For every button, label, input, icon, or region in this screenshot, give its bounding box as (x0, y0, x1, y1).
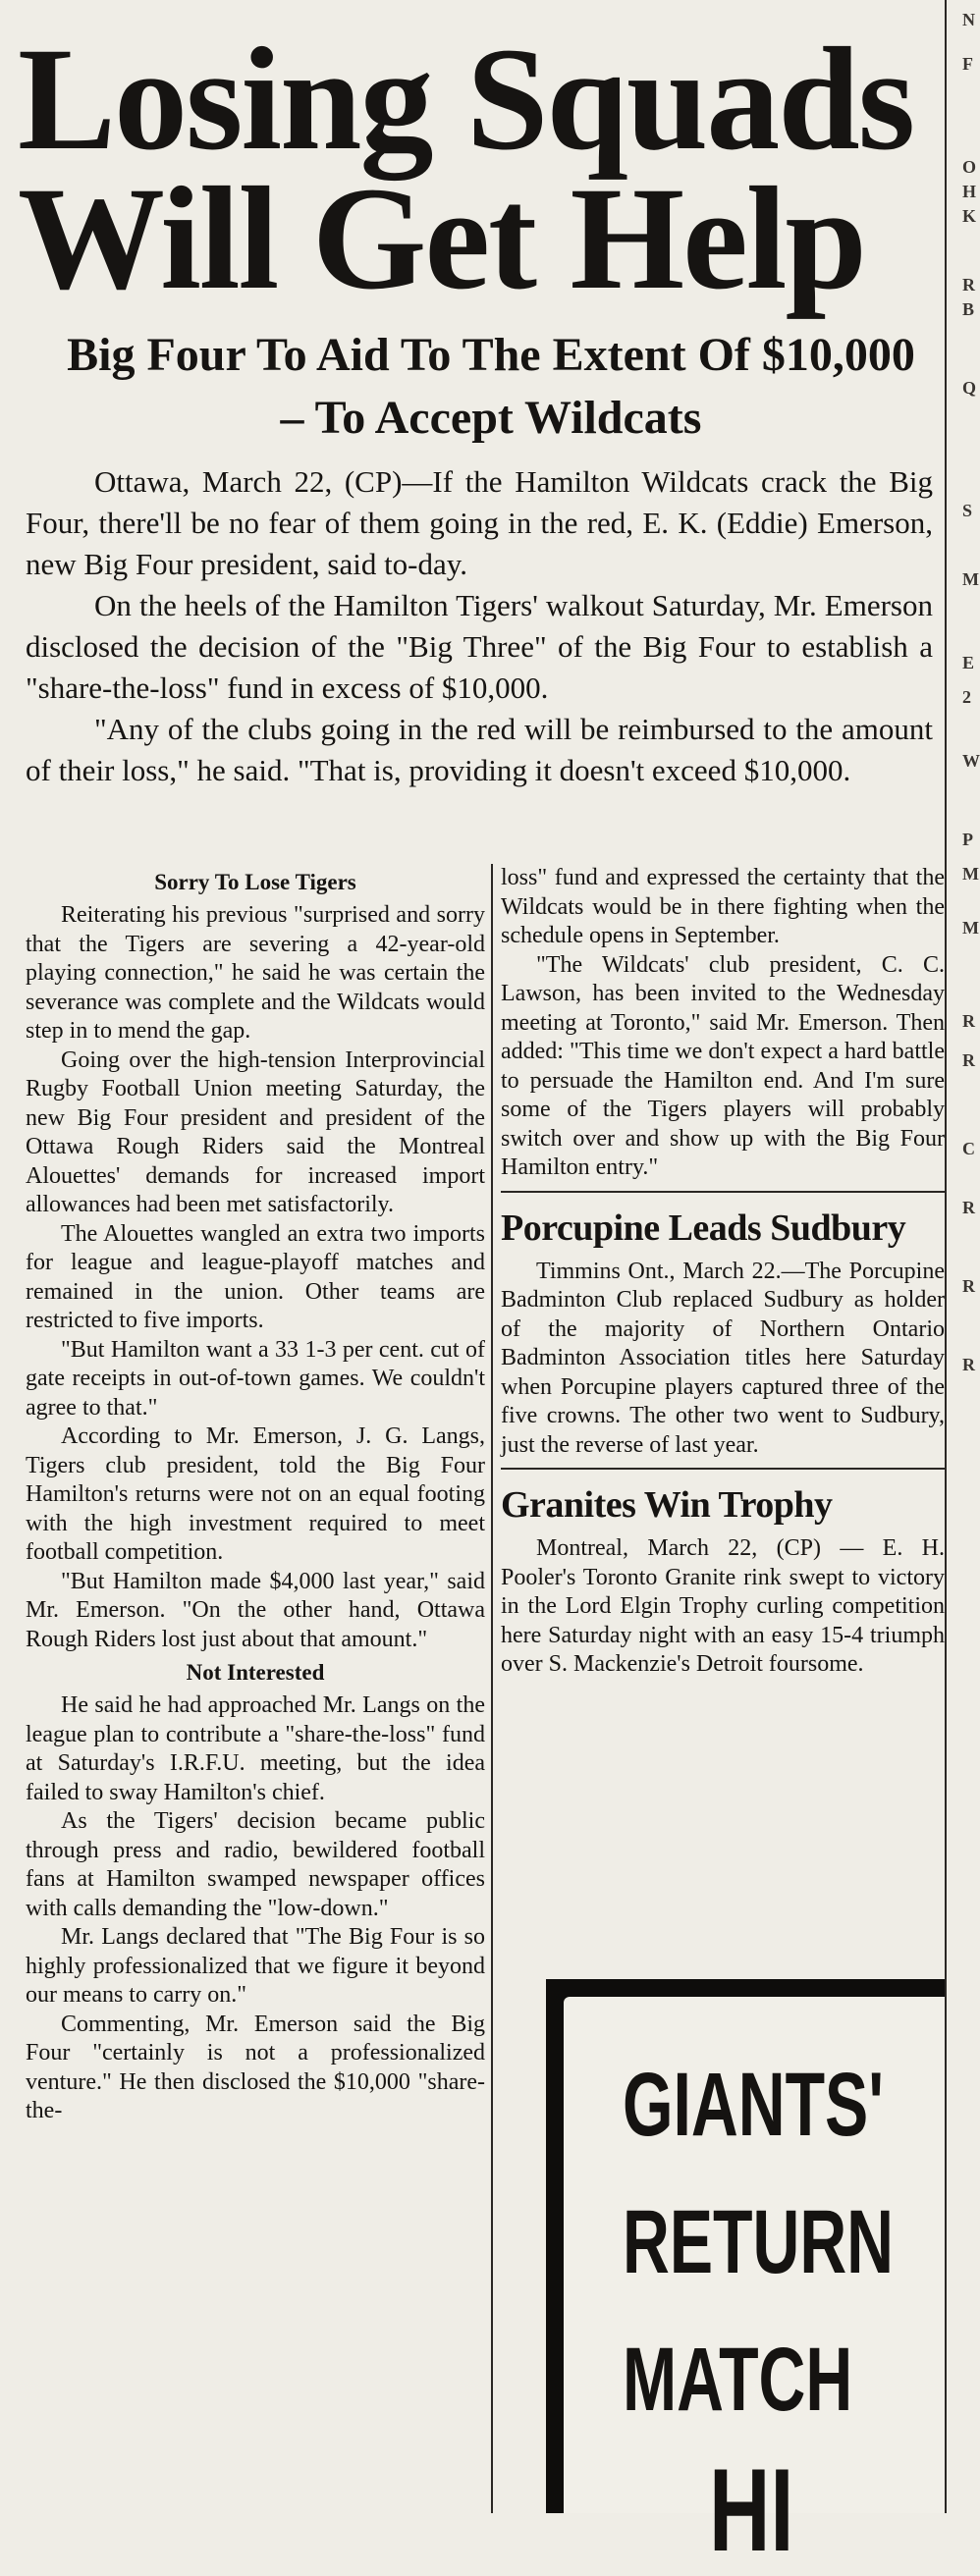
adjacent-column-letter: R (962, 1276, 975, 1296)
adjacent-column-letter: F (962, 54, 973, 74)
adjacent-column-letter: H (962, 182, 977, 201)
divider-rule (501, 1191, 945, 1193)
adjacent-column-letter: Q (962, 378, 977, 398)
article-paragraph: "But Hamilton made $4,000 last year," said Mr. Emerson. "On the other hand, Ottawa Rough Riders lost just about that amount." (26, 1568, 485, 1652)
adjacent-column-letter: R (962, 1011, 975, 1031)
article-paragraph: Going over the high-tension Interprovincial Rugby Football Union meeting Saturday, the new Big Four president and president of the Ottawa Rough Riders said the Montreal Alouettes' demands for increased import allowances had been met satisfactorily. (26, 1046, 485, 1217)
adjacent-column-letter: M (962, 864, 979, 884)
brief-paragraph: Montreal, March 22, (CP) — E. H. Pooler's Toronto Granite rink swept to victory in the Lord Elgin Trophy curling competition here Saturday night with an easy 15-4 triumph over S. Mackenzie's Detroit foursome. (501, 1535, 945, 1677)
ad-text-line: MATCH (623, 2330, 853, 2430)
article-paragraph: Commenting, Mr. Emerson said the Big Four "certainly is not a professionalized venture." He then disclosed the $10,000 "share-the- (26, 2011, 485, 2123)
adjacent-column-letter: R (962, 1198, 975, 1217)
ad-text-line: GIANTS' (623, 2055, 884, 2155)
adjacent-column-letter: O (962, 157, 977, 177)
article-paragraph: According to Mr. Emerson, J. G. Langs, Tigers club president, told the Big Four Hamilton's returns were not on an equal footing with the high investment required to meet football competition. (26, 1423, 485, 1565)
adjacent-column-letter: W (962, 751, 980, 771)
column-divider (491, 864, 493, 2513)
brief-headline: Porcupine Leads Sudbury (501, 1207, 906, 1249)
ad-text-line: RETURN (623, 2192, 894, 2292)
article-paragraph: loss" fund and expressed the certainty that the Wildcats would be in there fighting when the schedule opens in September. (501, 865, 945, 948)
adjacent-column-letter: P (962, 830, 973, 849)
divider-rule (501, 1468, 945, 1470)
brief-paragraph: Timmins Ont., March 22.—The Porcupine Badminton Club replaced Sudbury as holder of the majority of Northern Ontario Badminton Association titles here Saturday when Porcupine players captured three of the five crowns. The other two went to Sudbury, just the reverse of last year. (501, 1258, 945, 1458)
article-paragraph: "But Hamilton want a 33 1-3 per cent. cut of gate receipts in out-of-town games. We couldn't agree to that." (26, 1336, 485, 1421)
lead-text (26, 461, 933, 791)
article-paragraph: "The Wildcats' club president, C. C. Lawson, has been invited to the Wednesday meeting at Toronto," said Mr. Emerson. Then added: "This time we don't expect a hard battle to persuade the Hamilton end. And I'm sure some of the Tigers players will probably switch over and show up with the Big Four Hamilton entry." (501, 951, 945, 1180)
subheadline: Big Four To Aid To The Extent Of $10,000 – To Accept Wildcats (67, 329, 915, 444)
ad-text-line: HI (709, 2444, 794, 2576)
article-column-left (26, 864, 485, 2126)
lead-paragraph: On the heels of the Hamilton Tigers' walkout Saturday, Mr. Emerson disclosed the decision of the "Big Three" of the Big Four to establish a "share-the-loss" fund in excess of $10,000. (26, 588, 933, 705)
article-paragraph: As the Tigers' decision became public through press and radio, bewildered football fans at Hamilton swamped newspaper offices with calls demanding the "low-down." (26, 1808, 485, 1921)
adjacent-column-letter: K (962, 206, 977, 226)
adjacent-column-letter: M (962, 918, 979, 938)
brief-headline: Granites Win Trophy (501, 1484, 833, 1526)
adjacent-column-letter: E (962, 653, 975, 672)
advertisement (546, 1979, 945, 2576)
adjacent-column-letter: S (962, 501, 973, 520)
adjacent-column-letter: 2 (962, 687, 971, 707)
adjacent-column-letter: B (962, 299, 975, 319)
section-heading: Sorry To Lose Tigers (154, 870, 356, 894)
article-column-right (501, 864, 945, 1680)
article-paragraph: Reiterating his previous "surprised and sorry that the Tigers are severing a 42-year-old playing connection," he said he was certain the severance was complete and the Wildcats would step in to mend the gap. (26, 902, 485, 1044)
lead-paragraph: Ottawa, March 22, (CP)—If the Hamilton Wildcats crack the Big Four, there'll be no fear of them going in the red, E. K. (Eddie) Emerson, new Big Four president, said to-day. (26, 464, 933, 581)
adjacent-column-fragment (951, 0, 980, 2513)
lead-paragraph: "Any of the clubs going in the red will be reimbursed to the amount of their loss," he said. "That is, providing it doesn't exceed $10,000. (26, 712, 933, 787)
article-paragraph: Mr. Langs declared that "The Big Four is so highly professionalized that we figure it beyond our means to carry on." (26, 1924, 485, 2008)
advertisement-panel (564, 1997, 945, 2576)
adjacent-column-letter: M (962, 569, 979, 589)
section-heading: Not Interested (186, 1660, 325, 1685)
article-paragraph: The Alouettes wangled an extra two imports for league and league-playoff matches and remained in the union. Other teams are restricted to five imports. (26, 1220, 485, 1333)
article-paragraph: He said he had approached Mr. Langs on the league plan to contribute a "share-the-loss" fund at Saturday's I.R.F.U. meeting, but the idea failed to sway Hamilton's chief. (26, 1692, 485, 1805)
adjacent-column-letter: R (962, 275, 975, 295)
adjacent-column-letter: C (962, 1139, 975, 1158)
adjacent-column-letter: R (962, 1050, 975, 1070)
headline: Losing Squads Will Get Help (18, 18, 914, 320)
adjacent-column-letter: R (962, 1355, 975, 1374)
right-column-rule (945, 0, 947, 2513)
adjacent-column-letter: N (962, 10, 975, 29)
